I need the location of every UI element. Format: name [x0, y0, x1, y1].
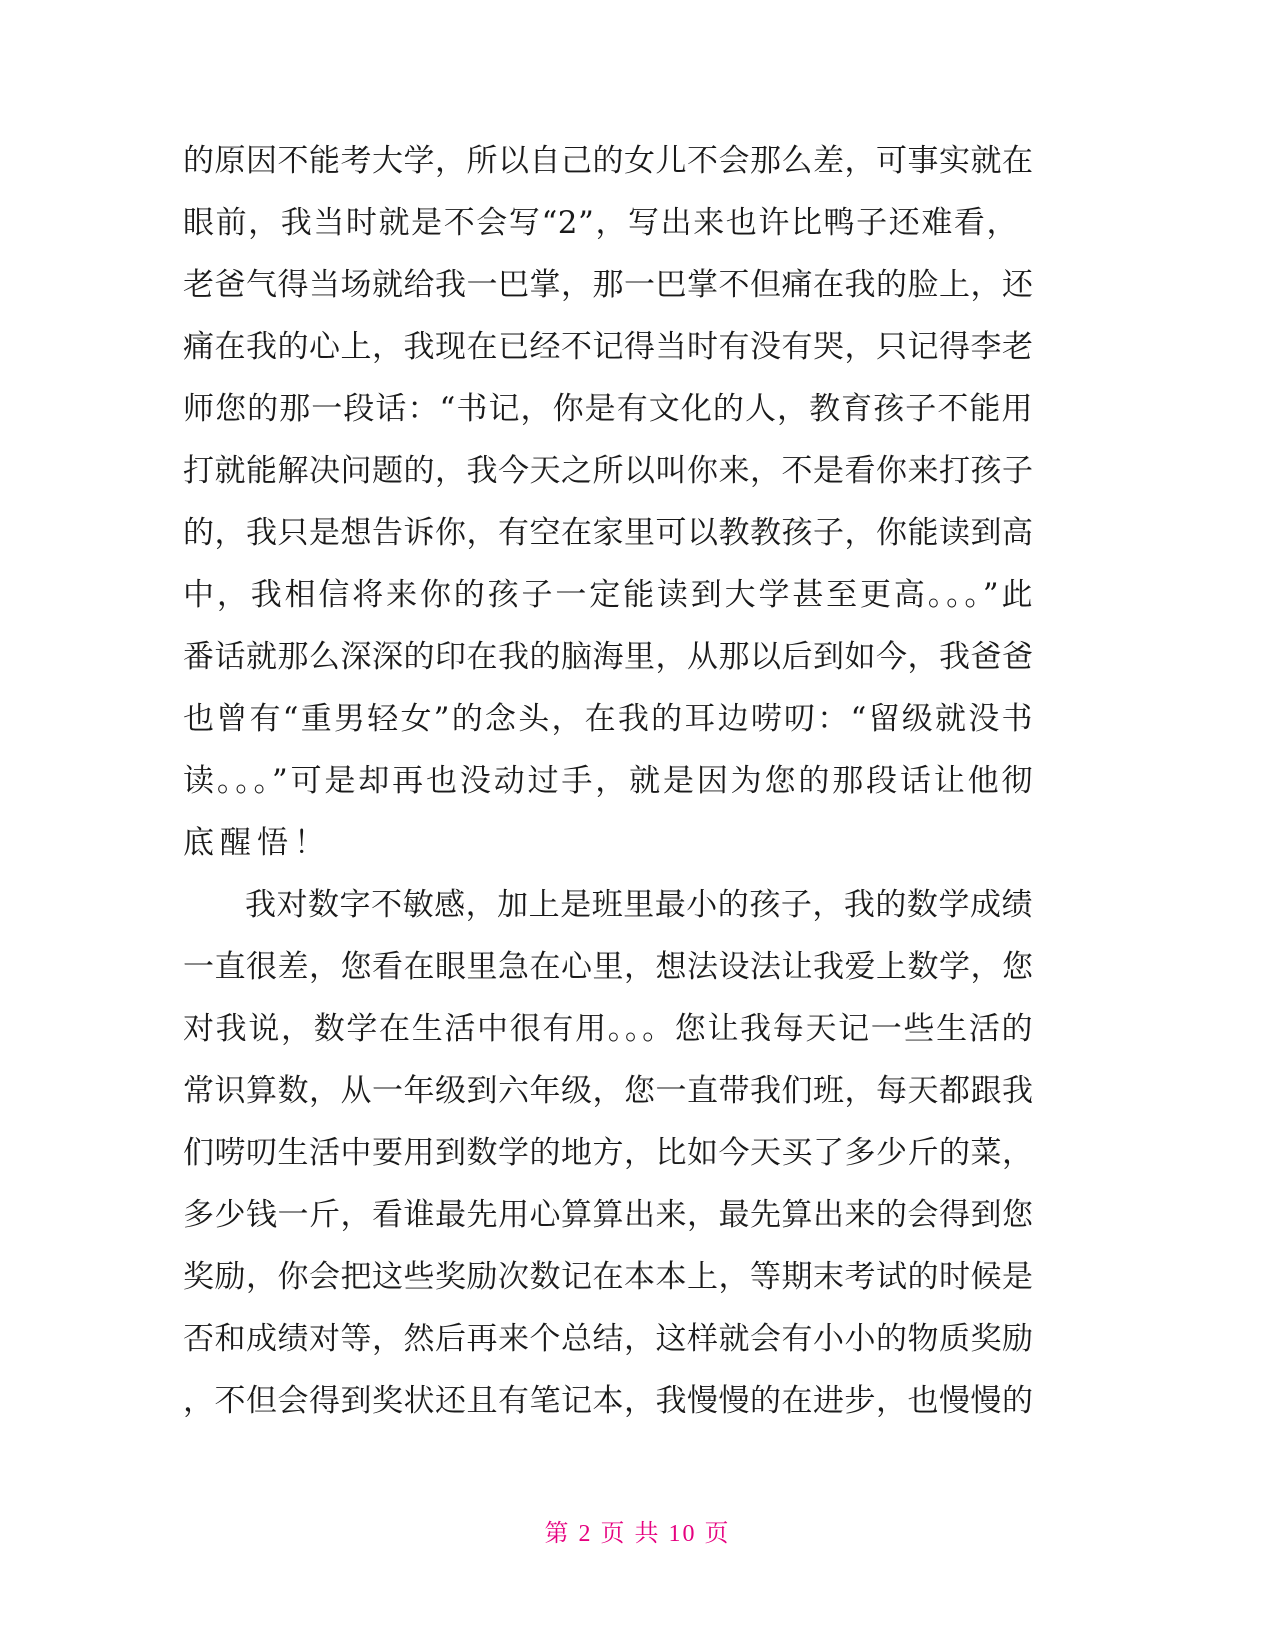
text-line-content: 奖励，你会把这些奖励次数记在本本上，等期末考试的时候是	[183, 1259, 1034, 1295]
text-line	[0, 749, 1275, 813]
text-line-content: 们唠叨生活中要用到数学的地方，比如今天买了多少斤的菜，	[183, 1135, 1034, 1171]
text-line	[0, 1183, 1275, 1247]
text-line	[0, 563, 1275, 627]
text-line	[0, 1059, 1275, 1123]
text-line-content: 一直很差，您看在眼里急在心里，想法设法让我爱上数学，您	[183, 949, 1034, 985]
text-line	[0, 191, 1275, 255]
text-line	[0, 253, 1275, 317]
text-line-content: 否和成绩对等，然后再来个总结，这样就会有小小的物质奖励	[183, 1321, 1034, 1357]
text-line-content: 打就能解决问题的，我今天之所以叫你来，不是看你来打孩子	[183, 453, 1034, 489]
text-line	[0, 811, 1275, 875]
text-line	[0, 1369, 1275, 1433]
text-line-content: 我对数字不敏感，加上是班里最小的孩子，我的数学成绩	[245, 887, 1033, 923]
text-line-content: 番话就那么深深的印在我的脑海里，从那以后到如今，我爸爸	[183, 639, 1034, 675]
text-line	[0, 687, 1275, 751]
text-line	[0, 1245, 1275, 1309]
text-line	[0, 439, 1275, 503]
text-line-content: 的原因不能考大学，所以自己的女儿不会那么差，可事实就在	[183, 143, 1034, 179]
text-line-content: 痛在我的心上，我现在已经不记得当时有没有哭，只记得李老	[183, 329, 1034, 365]
text-line	[0, 997, 1275, 1061]
text-line	[0, 625, 1275, 689]
text-line-content: 底醒悟！	[183, 825, 331, 861]
text-line	[0, 1307, 1275, 1371]
text-line-content: 中，我相信将来你的孩子一定能读到大学甚至更高。。。”此	[183, 577, 1033, 613]
text-line	[0, 501, 1275, 565]
text-line-content: 眼前，我当时就是不会写“2”，写出来也许比鸭子还难看，	[183, 205, 1018, 241]
paragraph-first-line	[0, 873, 1275, 937]
text-line-content: 的，我只是想告诉你，有空在家里可以教教孩子，你能读到高	[183, 515, 1034, 551]
text-line-content: 也曾有“重男轻女”的念头，在我的耳边唠叨：“留级就没书	[183, 701, 1033, 737]
page-number-label: 第 2 页 共 10 页	[544, 1521, 731, 1547]
text-line-content: 常识算数，从一年级到六年级，您一直带我们班，每天都跟我	[183, 1073, 1034, 1109]
text-line	[0, 1121, 1275, 1185]
text-line	[0, 377, 1275, 441]
text-line-content: ，不但会得到奖状还且有笔记本，我慢慢的在进步，也慢慢的	[183, 1383, 1034, 1419]
text-line	[0, 315, 1275, 379]
text-line	[0, 935, 1275, 999]
text-line-content: 读。。。”可是却再也没动过手，就是因为您的那段话让他彻	[183, 763, 1033, 799]
page-footer	[0, 1518, 1275, 1550]
text-line-content: 多少钱一斤，看谁最先用心算算出来，最先算出来的会得到您	[183, 1197, 1034, 1233]
text-line	[0, 129, 1275, 193]
text-line-content: 师您的那一段话：“书记，你是有文化的人，教育孩子不能用	[183, 391, 1033, 427]
text-line-content: 对我说，数学在生活中很有用。。。您让我每天记一些生活的	[183, 1011, 1033, 1047]
text-line-content: 老爸气得当场就给我一巴掌，那一巴掌不但痛在我的脸上，还	[183, 267, 1034, 303]
